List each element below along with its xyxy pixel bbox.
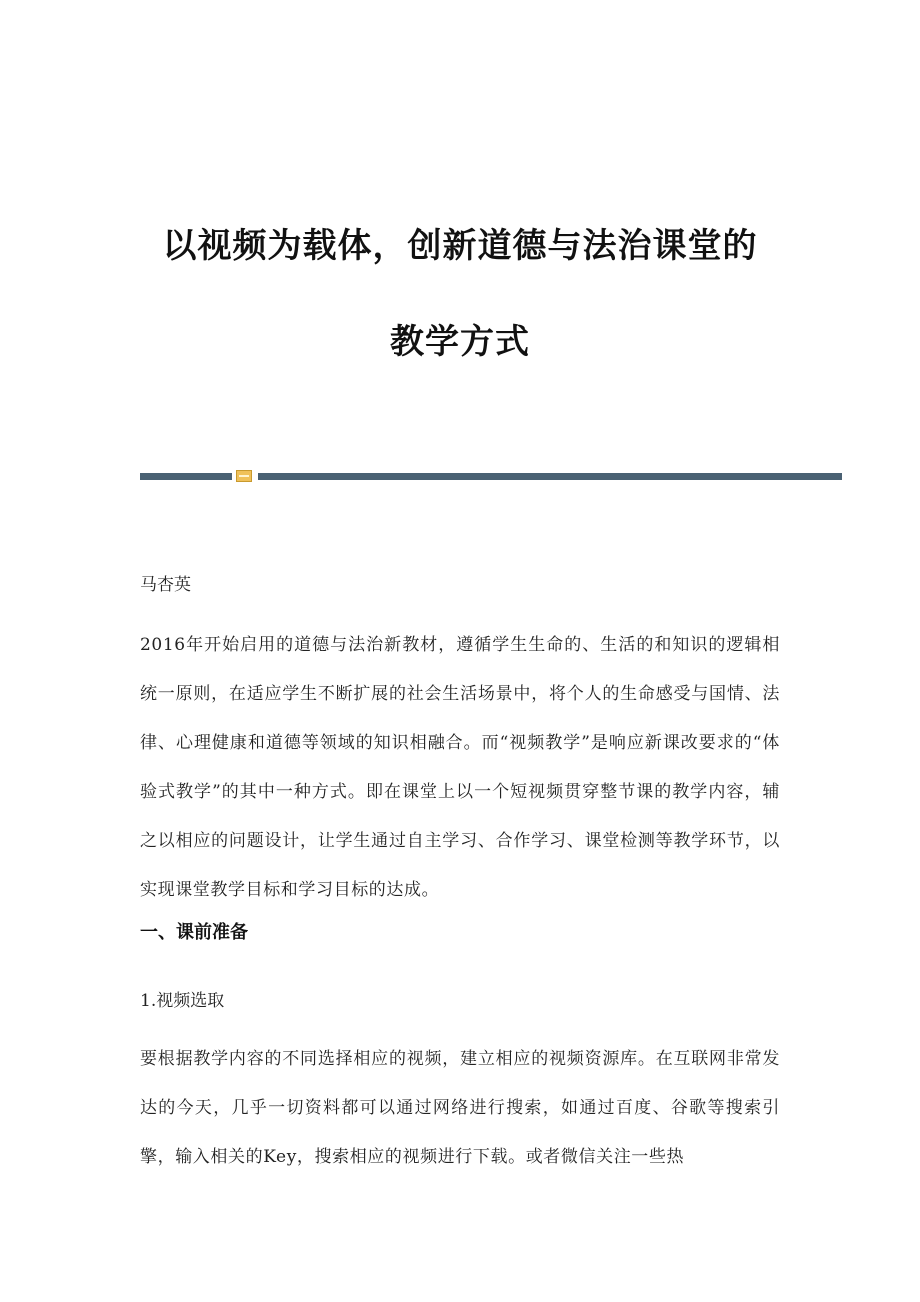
- title-divider: [140, 470, 842, 482]
- divider-bar-left: [140, 473, 232, 480]
- document-title-line-1: 以视频为载体，创新道德与法治课堂的: [162, 226, 758, 266]
- subsection-heading: 1.视频选取: [140, 991, 225, 1011]
- intro-paragraph: 2016年开始启用的道德与法治新教材，遵循学生生命的、生活的和知识的逻辑相统一原则，在适应学生不断扩展的社会生活场景中，将个人的生命感受与国情、法律、心理健康和道德等领域的知识相融合。而“视频教学”是响应新课改要求的“体验式教学”的其中一种方式。即在课堂上以一个短视频贯穿整节课的教学内容，辅之以相应的问题设计，让学生通过自主学习、合作学习、课堂检测等教学环节，以实现课堂教学目标和学习目标的达成。: [140, 635, 780, 900]
- author-name: 马杏英: [140, 575, 191, 595]
- document-title-line-2: 教学方式: [390, 322, 530, 362]
- divider-ornament-icon: [236, 470, 252, 482]
- subsection-paragraph: 要根据教学内容的不同选择相应的视频，建立相应的视频资源库。在互联网非常发达的今天，几乎一切资料都可以通过网络进行搜索，如通过百度、谷歌等搜索引擎，输入相关的Key，搜索相应的视频进行下载。或者微信关注一些热: [140, 1049, 780, 1167]
- divider-bar-right: [258, 473, 842, 480]
- section-heading: 一、课前准备: [140, 922, 248, 943]
